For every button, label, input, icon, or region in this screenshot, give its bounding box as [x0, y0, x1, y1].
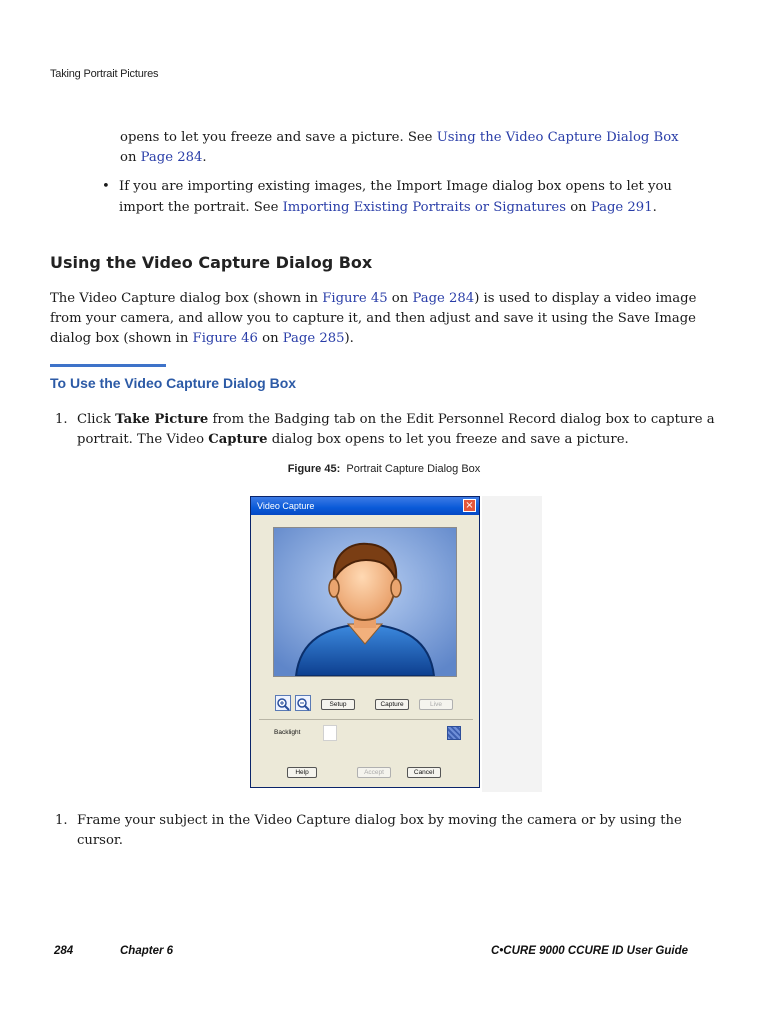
step-1-line-2: portrait. The Video Capture dialog box opens to let you freeze and save a picture. — [77, 432, 629, 447]
bullet-line-1: If you are importing existing images, the Import Image dialog box opens to let you — [119, 179, 672, 194]
link-page-291[interactable]: Page 291 — [590, 200, 653, 215]
video-preview — [273, 527, 457, 677]
zoom-in-icon — [276, 697, 290, 711]
live-button[interactable]: Live — [419, 699, 453, 710]
footer-chapter: Chapter 6 — [120, 945, 174, 957]
step-1-number: 1. — [55, 412, 68, 427]
bullet-line-2: import the portrait. See Importing Existing Portraits or Signatures on Page 291. — [119, 200, 657, 215]
procedure-heading: To Use the Video Capture Dialog Box — [50, 375, 297, 391]
accept-button[interactable]: Accept — [357, 767, 391, 778]
running-head: Taking Portrait Pictures — [50, 68, 159, 80]
zoom-in-button[interactable] — [275, 695, 291, 711]
help-button[interactable]: Help — [287, 767, 317, 778]
step-2-number: 1. — [55, 813, 68, 828]
dialog-title: Video Capture — [251, 497, 479, 515]
intro-line-2: on Page 284. — [120, 150, 207, 165]
footer-page-number: 284 — [54, 945, 74, 957]
link-figure-46[interactable]: Figure 46 — [192, 331, 258, 346]
step-1-line-1: Click Take Picture from the Badging tab on the Edit Personnel Record dialog box to capture a — [77, 412, 715, 427]
capture-button[interactable]: Capture — [375, 699, 409, 710]
section-para-line-3: dialog box (shown in Figure 46 on Page 285). — [50, 331, 354, 346]
zoom-out-icon — [296, 697, 310, 711]
pattern-icon[interactable] — [447, 726, 461, 740]
portrait-avatar-image — [274, 528, 456, 676]
backlight-label: Backlight — [274, 729, 301, 736]
link-page-284[interactable]: Page 284 — [140, 150, 203, 165]
setup-button[interactable]: Setup — [321, 699, 355, 710]
section-heading: Using the Video Capture Dialog Box — [50, 253, 373, 272]
link-page-285[interactable]: Page 285 — [282, 331, 345, 346]
link-video-capture[interactable]: Using the Video Capture Dialog Box — [436, 130, 679, 145]
intro-line-1: opens to let you freeze and save a picture. See Using the Video Capture Dialog Box — [120, 130, 679, 145]
footer-guide-title: C•CURE 9000 CCURE ID User Guide — [490, 945, 688, 957]
procedure-rule — [50, 364, 166, 367]
video-capture-dialog — [250, 496, 480, 788]
zoom-out-button[interactable] — [295, 695, 311, 711]
link-importing-portraits[interactable]: Importing Existing Portraits or Signatures — [282, 200, 566, 215]
section-para-line-2: from your camera, and allow you to capture it, and then adjust and save it using the Save Image — [50, 311, 696, 326]
dialog-separator — [259, 719, 473, 720]
capture-term: Capture — [208, 432, 268, 447]
step-2-line-1: Frame your subject in the Video Capture dialog box by moving the camera or by using the — [77, 813, 682, 828]
link-page-284[interactable]: Page 284 — [412, 291, 475, 306]
close-icon[interactable]: × — [463, 499, 476, 512]
backlight-swatch[interactable] — [323, 725, 337, 741]
cancel-button[interactable]: Cancel — [407, 767, 441, 778]
bullet-dot: • — [102, 179, 110, 194]
take-picture-term: Take Picture — [115, 412, 209, 427]
link-figure-45[interactable]: Figure 45 — [322, 291, 388, 306]
figure-caption: Figure 45: Portrait Capture Dialog Box — [287, 463, 481, 475]
step-2-line-2: cursor. — [77, 833, 123, 848]
dialog-shadow — [482, 496, 542, 792]
section-para-line-1: The Video Capture dialog box (shown in Figure 45 on Page 284) is used to display a video image — [50, 291, 697, 306]
